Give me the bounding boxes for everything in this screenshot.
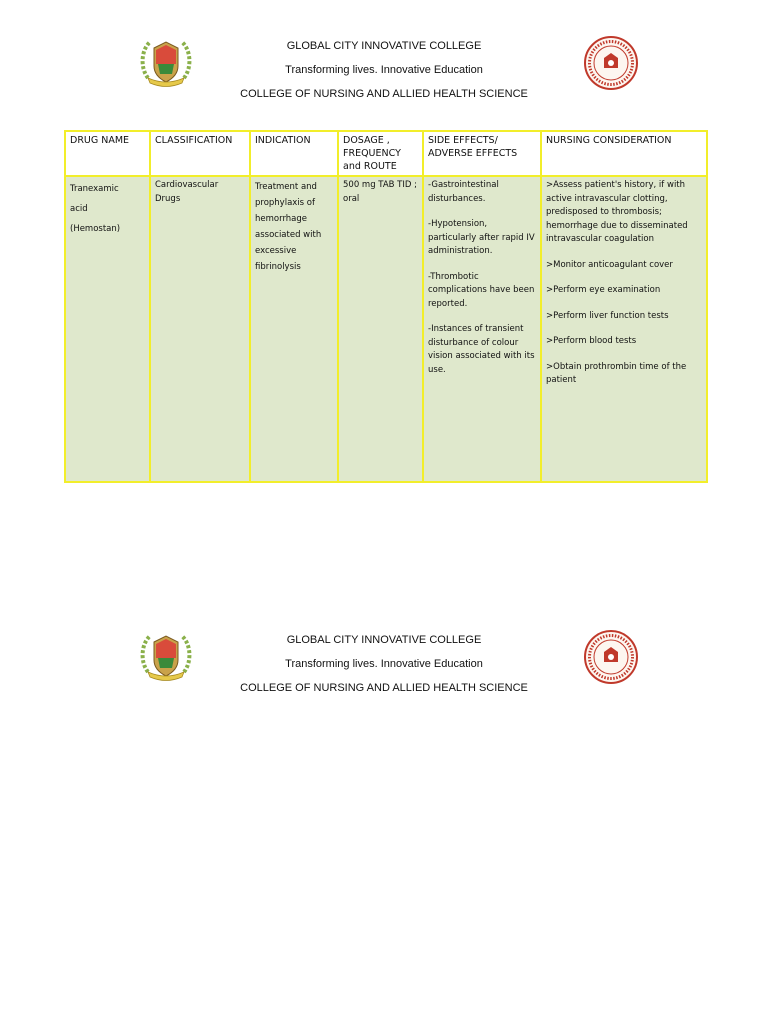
nursing-item: >Assess patient's history, if with active intravascular clotting, predisposed to thrombosis; hemorrhage due to disseminated intravascular coagulation [546, 180, 688, 244]
nursing-item: >Monitor anticoagulant cover [546, 259, 673, 270]
side-effect-item: -Instances of transient disturbance of colour vision associated with its use. [428, 324, 535, 375]
nursing-item: >Perform blood tests [546, 336, 637, 346]
nursing-item: >Perform eye examination [546, 285, 661, 295]
drug-name-line: acid [70, 204, 88, 214]
table-header-row [65, 131, 707, 176]
college-name: GLOBAL CITY INNOVATIVE COLLEGE [286, 634, 482, 646]
college-header [0, 34, 768, 114]
department-name: COLLEGE OF NURSING AND ALLIED HEALTH SCIENCE [240, 682, 528, 694]
college-header [0, 628, 768, 708]
nursing-item: >Obtain prothrombin time of the patient [546, 361, 687, 385]
department-name: COLLEGE OF NURSING AND ALLIED HEALTH SCIENCE [240, 88, 528, 100]
header-drug-name: DRUG NAME [65, 131, 150, 176]
side-effect-item: -Thrombotic complications have been reported. [428, 271, 535, 309]
table-row [65, 176, 707, 482]
drug-study-table [64, 130, 708, 483]
cell-side-effects [423, 176, 541, 482]
header-indication: INDICATION [250, 131, 338, 176]
header-classification: CLASSIFICATION [150, 131, 250, 176]
nursing-item: >Perform liver function tests [546, 310, 669, 321]
cell-classification: Cardiovascular Drugs [150, 176, 250, 482]
drug-name-line: (Hemostan) [70, 224, 121, 234]
cell-drug-name [65, 176, 150, 482]
side-effect-item: -Hypotension, particularly after rapid IV administration. [428, 219, 535, 256]
header-nursing-consideration: NURSING CONSIDERATION [541, 131, 707, 176]
cell-nursing-consideration [541, 176, 707, 482]
college-tagline: Transforming lives. Innovative Education [285, 64, 483, 76]
drug-name-line: Tranexamic [70, 184, 119, 194]
side-effect-item: -Gastrointestinal disturbances. [428, 180, 499, 204]
college-tagline: Transforming lives. Innovative Education [285, 658, 483, 670]
cell-indication: Treatment and prophylaxis of hemorrhage associated with excessive fibrinolysis [250, 176, 338, 482]
cell-dosage: 500 mg TAB TID ; oral [338, 176, 423, 482]
header-dosage: DOSAGE , FREQUENCY and ROUTE [338, 131, 423, 176]
college-name: GLOBAL CITY INNOVATIVE COLLEGE [286, 40, 482, 52]
header-side-effects: SIDE EFFECTS/ ADVERSE EFFECTS [423, 131, 541, 176]
